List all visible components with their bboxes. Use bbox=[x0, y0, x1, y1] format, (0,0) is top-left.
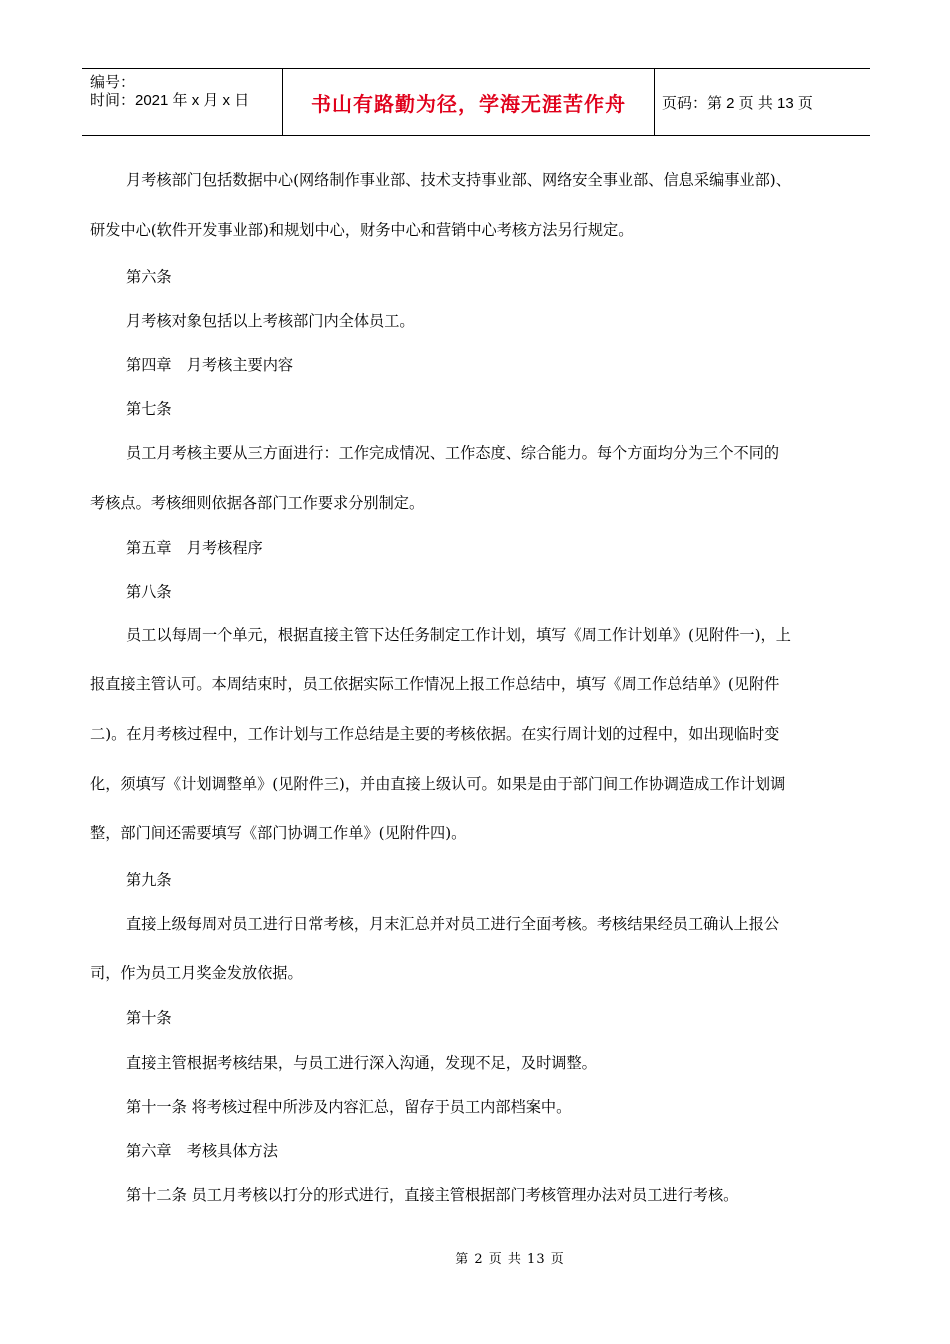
body-line: 月考核对象包括以上考核部门内全体员工。 bbox=[126, 312, 415, 330]
page-header bbox=[82, 68, 870, 136]
chapter-heading: 第四章 月考核主要内容 bbox=[126, 356, 294, 374]
header-divider bbox=[654, 69, 655, 135]
body-line: 员工以每周一个单元，根据直接主管下达任务制定工作计划，填写《周工作计划单》(见附件一)，上 bbox=[126, 626, 791, 644]
article-heading: 第九条 bbox=[126, 871, 172, 889]
body-line: 直接上级每周对员工进行日常考核，月末汇总并对员工进行全面考核。考核结果经员工确认上报公 bbox=[126, 915, 780, 933]
body-line: 化，须填写《计划调整单》(见附件三)，并由直接上级认可。如果是由于部门间工作协调造成工作计划调 bbox=[90, 775, 786, 793]
body-line: 司，作为员工月奖金发放依据。 bbox=[90, 964, 303, 982]
body-line: 报直接主管认可。本周结束时，员工依据实际工作情况上报工作总结中，填写《周工作总结单》(见附件 bbox=[90, 675, 780, 693]
body-line: 第十一条 将考核过程中所涉及内容汇总，留存于员工内部档案中。 bbox=[126, 1098, 572, 1116]
chapter-heading: 第六章 考核具体方法 bbox=[126, 1142, 278, 1160]
header-page-code: 页码：第 2 页 共 13 页 bbox=[662, 94, 813, 112]
header-motto: 书山有路勤为径，学海无涯苦作舟 bbox=[311, 91, 626, 116]
article-heading: 第七条 bbox=[126, 400, 172, 418]
article-heading: 第十条 bbox=[126, 1009, 172, 1027]
article-heading: 第八条 bbox=[126, 583, 172, 601]
article-heading: 第六条 bbox=[126, 268, 172, 286]
body-line: 整，部门间还需要填写《部门协调工作单》(见附件四)。 bbox=[90, 824, 467, 842]
header-meta bbox=[82, 69, 282, 135]
body-line: 考核点。考核细则依据各部门工作要求分别制定。 bbox=[90, 494, 425, 512]
body-line: 月考核部门包括数据中心(网络制作事业部、技术支持事业部、网络安全事业部、信息采编事业部)、 bbox=[126, 171, 791, 189]
body-line: 直接主管根据考核结果，与员工进行深入沟通，发现不足，及时调整。 bbox=[126, 1054, 597, 1072]
document-number-label: 编号： bbox=[90, 74, 136, 91]
body-line: 研发中心(软件开发事业部)和规划中心，财务中心和营销中心考核方法另行规定。 bbox=[90, 221, 634, 239]
chapter-heading: 第五章 月考核程序 bbox=[126, 539, 263, 557]
page-footer: 第 2 页 共 13 页 bbox=[455, 1252, 565, 1267]
body-line: 二)。在月考核过程中，工作计划与工作总结是主要的考核依据。在实行周计划的过程中，如出现临时变 bbox=[90, 725, 780, 743]
body-line: 第十二条 员工月考核以打分的形式进行，直接主管根据部门考核管理办法对员工进行考核。 bbox=[126, 1186, 739, 1204]
document-date-label: 时间：2021 年 x 月 x 日 bbox=[90, 92, 250, 109]
body-line: 员工月考核主要从三方面进行：工作完成情况、工作态度、综合能力。每个方面均分为三个不同的 bbox=[126, 444, 780, 462]
